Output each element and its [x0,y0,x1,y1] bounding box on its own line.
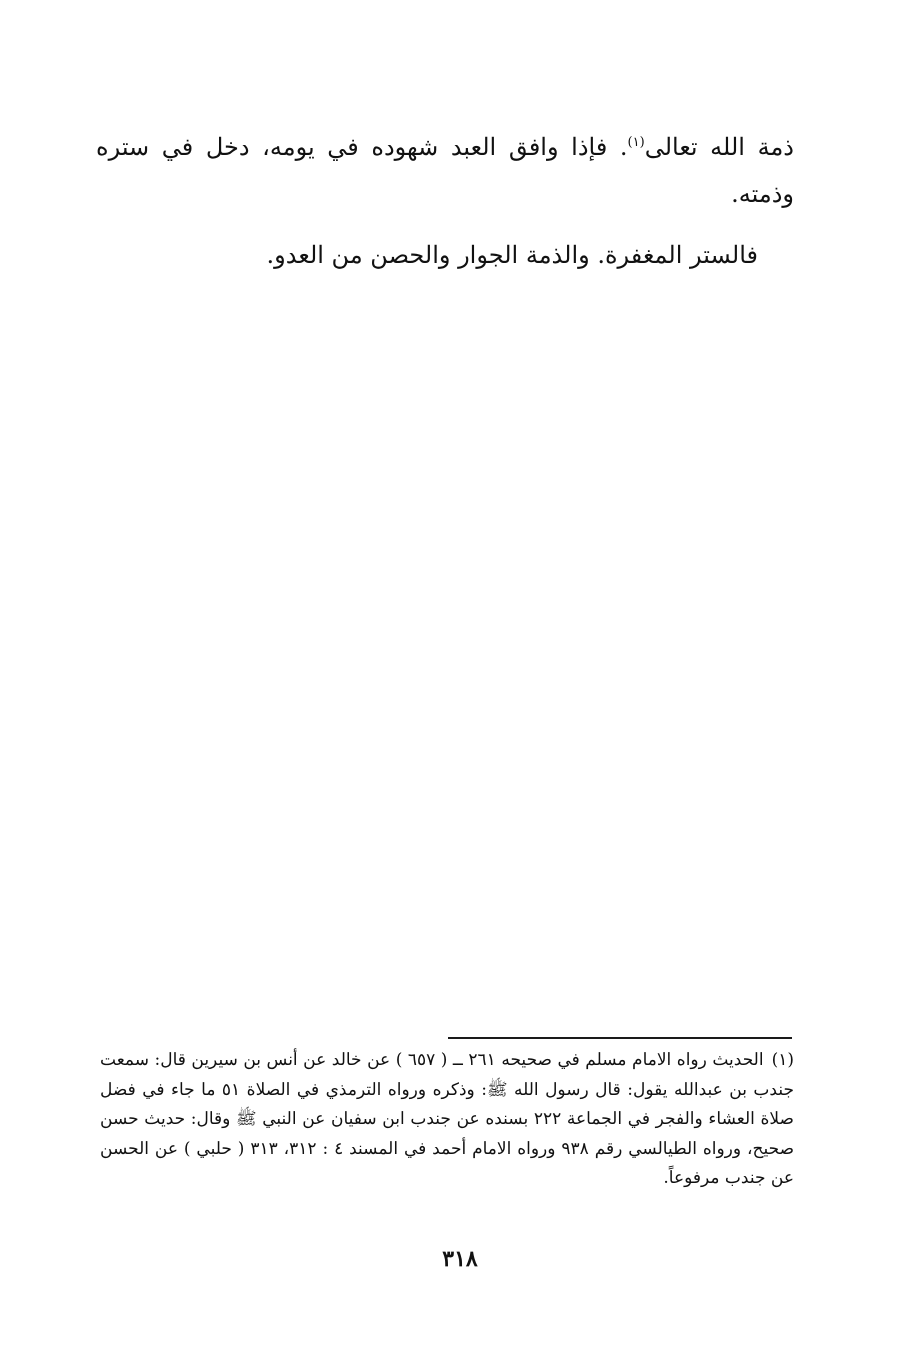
footnote-separator [448,1037,792,1039]
paragraph-1 [96,124,794,218]
footnote [100,1046,794,1194]
footnote-reference: (١) [627,135,645,150]
page-number: ٣١٨ [442,1246,478,1272]
footnote-text: الحديث رواه الامام مسلم في صحيحه ٢٦١ ــ ( ٦٥٧ ) عن خالد عن أنس بن سيرين قال: سمعت جندب بن عبدالله يقول: قال رسول الله ﷺ: وذكره ورواه الترمذي في الصلاة ٥١ ما جاء في فضل صلاة العشاء والفجر في الجماعة ٢٢٢ بسنده عن جندب ابن سفيان عن النبي ﷺ وقال: حديث حسن صحيح، ورواه الطيالسي رقم ٩٣٨ ورواه الامام أحمد في المسند ٤ : ٣١٢، ٣١٣ ( حلبي ) عن الحسن عن جندب مرفوعاً. [100,1050,795,1188]
paragraph-1-rest: . فإذا وافق العبد شهوده في يومه، دخل في ستره وذمته. [96,133,794,208]
footnote-number: (١) [771,1050,795,1070]
main-text [96,124,794,279]
paragraph-2: فالستر المغفرة. والذمة الجوار والحصن من العدو. [266,241,758,269]
paragraph-1-text: ذمة الله تعالى [644,133,794,161]
